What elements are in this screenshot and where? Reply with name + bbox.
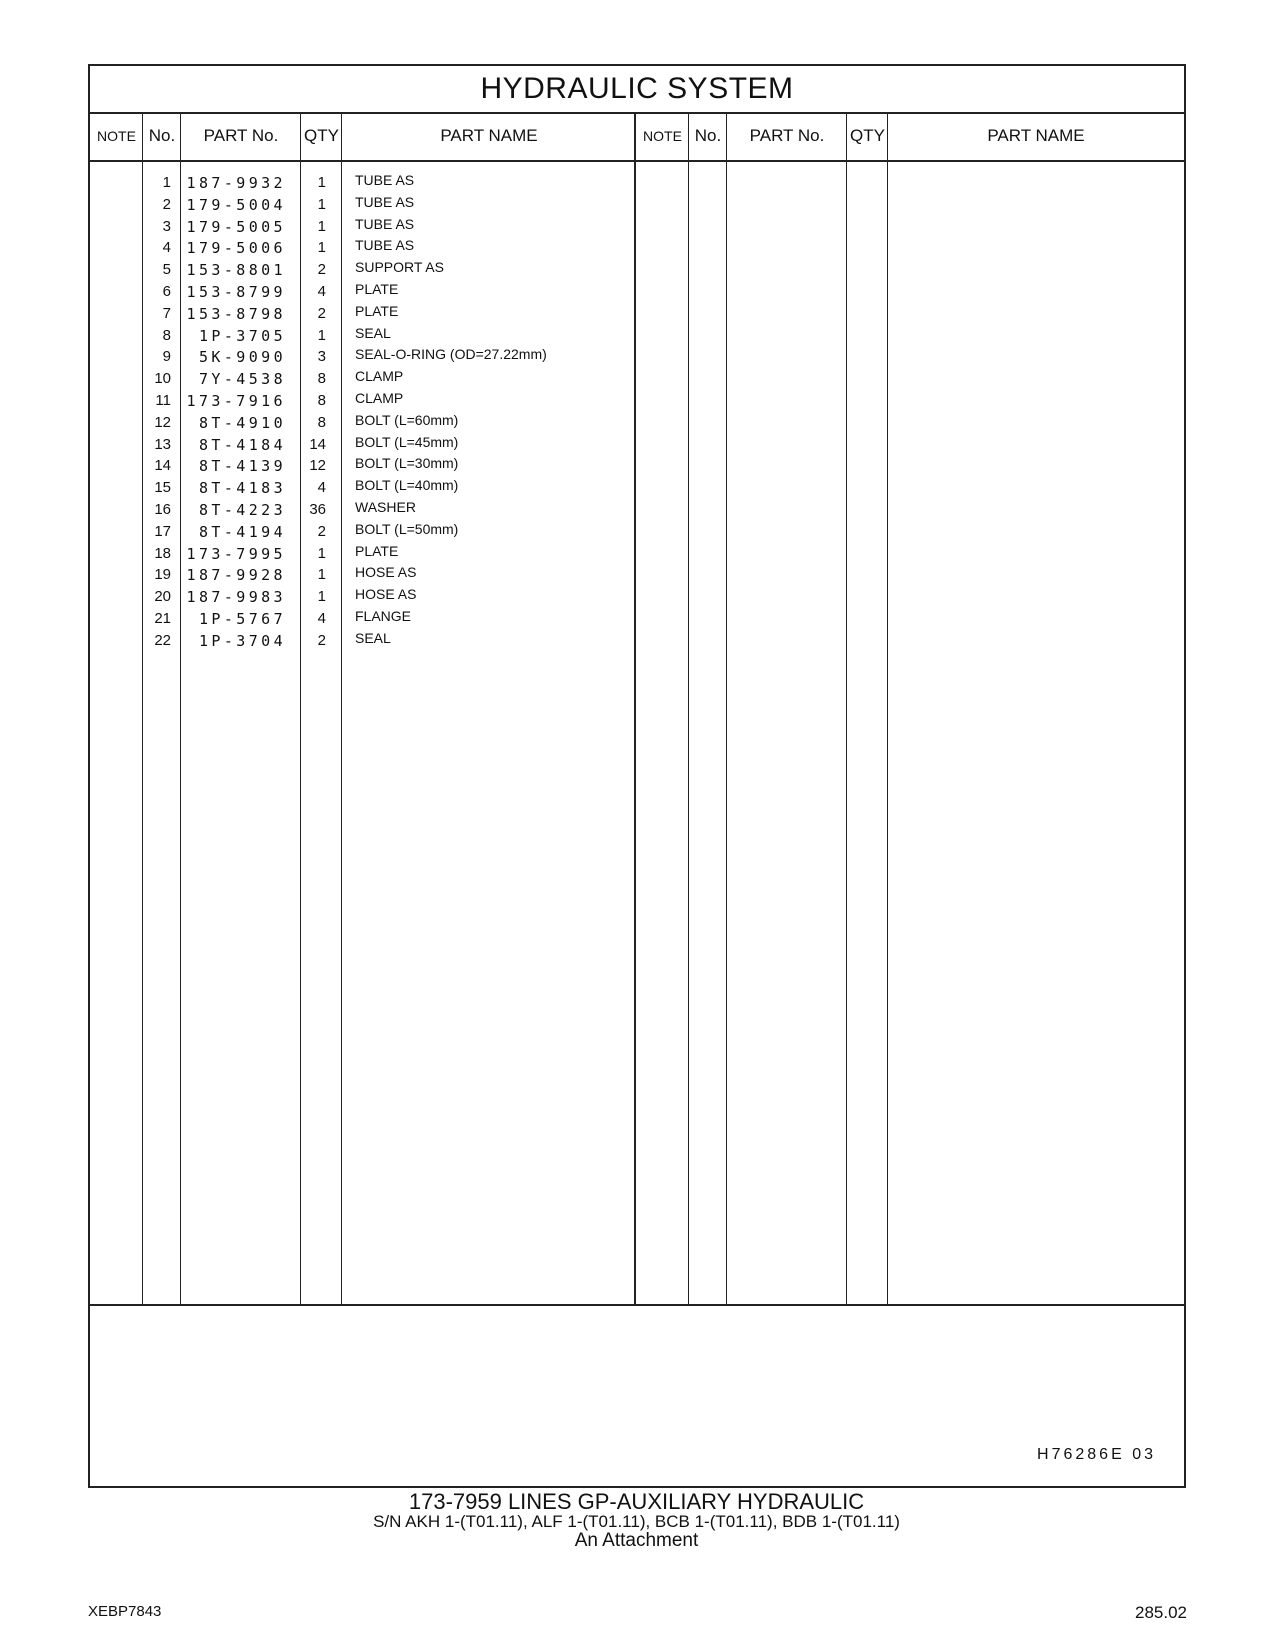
quantity: 1 [317, 588, 326, 606]
part-number: 8T-4183 [198, 479, 286, 498]
quantity: 36 [309, 501, 326, 518]
quantity: 1 [317, 217, 326, 235]
part-name: BOLT (L=30mm) [355, 455, 459, 472]
col-no-right: No. [694, 126, 722, 145]
col-partno-right: PART No. [749, 126, 825, 145]
part-name: SEAL [355, 324, 391, 341]
part-name: TUBE AS [355, 172, 415, 188]
table-bottom-line [90, 1304, 1184, 1306]
part-name: TUBE AS [355, 193, 415, 210]
part-number: 8T-4139 [198, 457, 286, 476]
attachment-note: An Attachment [574, 1530, 699, 1551]
part-number: 179-5005 [186, 217, 286, 236]
quantity: 1 [317, 239, 326, 257]
table-row [90, 455, 650, 478]
part-number-index: 3 [162, 217, 171, 235]
divider [887, 112, 888, 1306]
part-number-index: 1 [162, 174, 171, 191]
illustration-code: H76286E 03 [1037, 1446, 1156, 1463]
part-number-index: 9 [162, 348, 171, 366]
quantity: 4 [317, 610, 326, 627]
part-number-index: 10 [154, 370, 171, 388]
part-number-index: 21 [154, 610, 171, 627]
part-number-index: 2 [162, 195, 171, 213]
part-name: PLATE [355, 302, 399, 319]
table-row [90, 237, 650, 260]
part-name: TUBE AS [355, 215, 415, 232]
part-number: 179-5006 [186, 239, 286, 258]
table-row [90, 368, 650, 391]
col-partname-right: PART NAME [987, 126, 1085, 145]
table-row [90, 216, 650, 239]
quantity: 8 [317, 370, 326, 388]
table-row [90, 434, 650, 457]
table-row [90, 412, 650, 435]
part-number-index: 8 [162, 326, 171, 344]
quantity: 2 [317, 304, 326, 322]
part-name: CLAMP [355, 368, 404, 385]
group-title: 173-7959 LINES GP-AUXILIARY HYDRAULIC [408, 1489, 865, 1514]
col-qty-left: QTY [304, 126, 339, 145]
quantity: 2 [317, 631, 326, 649]
table-row [90, 303, 650, 326]
part-number: 5K-9090 [198, 348, 286, 367]
quantity: 4 [317, 479, 326, 497]
part-number: 8T-4194 [198, 522, 286, 541]
part-name: BOLT (L=50mm) [355, 520, 459, 537]
part-number-index: 11 [155, 392, 171, 409]
part-name: BOLT (L=60mm) [355, 411, 459, 428]
part-number: 187-9983 [186, 588, 286, 607]
part-number: 8T-4184 [198, 435, 286, 454]
part-number-index: 17 [154, 522, 171, 540]
quantity: 8 [317, 413, 326, 431]
col-qty-right: QTY [850, 126, 885, 145]
divider [846, 112, 847, 1306]
part-number: 7Y-4538 [198, 370, 286, 389]
quantity: 12 [309, 457, 326, 475]
table-row [90, 586, 650, 609]
part-number: 8T-4223 [198, 501, 286, 519]
part-number: 8T-4910 [198, 413, 286, 432]
part-number: 173-7916 [186, 392, 286, 410]
quantity: 2 [317, 522, 326, 540]
table-row [90, 630, 650, 653]
col-partname-left: PART NAME [440, 126, 538, 145]
table-row [90, 499, 650, 522]
part-number-index: 18 [154, 544, 171, 562]
part-name: SEAL [355, 629, 391, 646]
part-name: FLANGE [355, 608, 412, 624]
part-number-index: 7 [162, 304, 171, 322]
table-row [90, 521, 650, 544]
part-number-index: 13 [154, 435, 171, 453]
col-no-left: No. [148, 126, 176, 145]
part-number: 187-9928 [186, 566, 286, 585]
part-number: 1P-5767 [198, 610, 286, 628]
part-name: SEAL-O-RING (OD=27.22mm) [355, 346, 547, 363]
table-row [90, 325, 650, 348]
part-name: SUPPORT AS [355, 259, 444, 276]
part-name: PLATE [355, 542, 399, 559]
part-number: 153-8798 [186, 304, 286, 323]
part-number-index: 4 [162, 239, 171, 257]
part-number: 179-5004 [186, 195, 286, 214]
part-name: PLATE [355, 281, 399, 297]
quantity: 1 [317, 544, 326, 562]
part-number-index: 15 [154, 479, 171, 497]
part-number-index: 14 [154, 457, 171, 475]
part-number: 153-8801 [186, 261, 286, 280]
col-partno-left: PART No. [203, 126, 279, 145]
table-row [90, 194, 650, 217]
part-name: CLAMP [355, 390, 404, 406]
quantity: 3 [317, 348, 326, 366]
table-row [90, 172, 650, 195]
table-row [90, 477, 650, 500]
table-row [90, 281, 650, 304]
part-number-index: 19 [154, 566, 171, 584]
quantity: 1 [317, 195, 326, 213]
part-number-index: 16 [154, 501, 171, 518]
col-note-left: NOTE [97, 128, 136, 144]
table-row [90, 543, 650, 566]
part-number: 173-7995 [186, 544, 286, 563]
part-name: WASHER [355, 499, 416, 515]
part-name: HOSE AS [355, 564, 417, 581]
part-number-index: 6 [162, 283, 171, 300]
document-id: XEBP7843 [88, 1603, 162, 1620]
quantity: 2 [317, 261, 326, 279]
part-number-index: 20 [154, 588, 171, 606]
table-row [90, 346, 650, 369]
quantity: 1 [317, 326, 326, 344]
quantity: 1 [317, 566, 326, 584]
table-row [90, 564, 650, 587]
page-title: HYDRAULIC SYSTEM [90, 66, 1184, 114]
page-number: 285.02 [1135, 1603, 1187, 1622]
part-number-index: 5 [162, 261, 171, 279]
part-number: 153-8799 [186, 283, 286, 301]
parts-table [88, 64, 1186, 1488]
part-number-index: 12 [154, 413, 171, 431]
part-name: TUBE AS [355, 237, 415, 254]
table-row [90, 608, 650, 631]
table-row [90, 390, 650, 413]
part-number: 1P-3705 [198, 326, 286, 345]
part-name: BOLT (L=40mm) [355, 477, 459, 494]
divider [688, 112, 689, 1306]
part-number-index: 22 [154, 631, 171, 649]
quantity: 4 [317, 283, 326, 300]
quantity: 8 [317, 392, 326, 409]
part-number: 1P-3704 [198, 631, 286, 650]
part-name: BOLT (L=45mm) [355, 433, 459, 450]
quantity: 1 [317, 174, 326, 191]
col-note-right: NOTE [643, 128, 682, 144]
divider [726, 112, 727, 1306]
part-number: 187-9932 [186, 174, 286, 192]
quantity: 14 [309, 435, 326, 453]
serial-numbers: S/N AKH 1-(T01.11), ALF 1-(T01.11), BCB 1-(T01.11), BDB 1-(T01.11) [373, 1512, 900, 1531]
part-name: HOSE AS [355, 586, 417, 603]
table-header [90, 112, 1184, 162]
table-row [90, 259, 650, 282]
